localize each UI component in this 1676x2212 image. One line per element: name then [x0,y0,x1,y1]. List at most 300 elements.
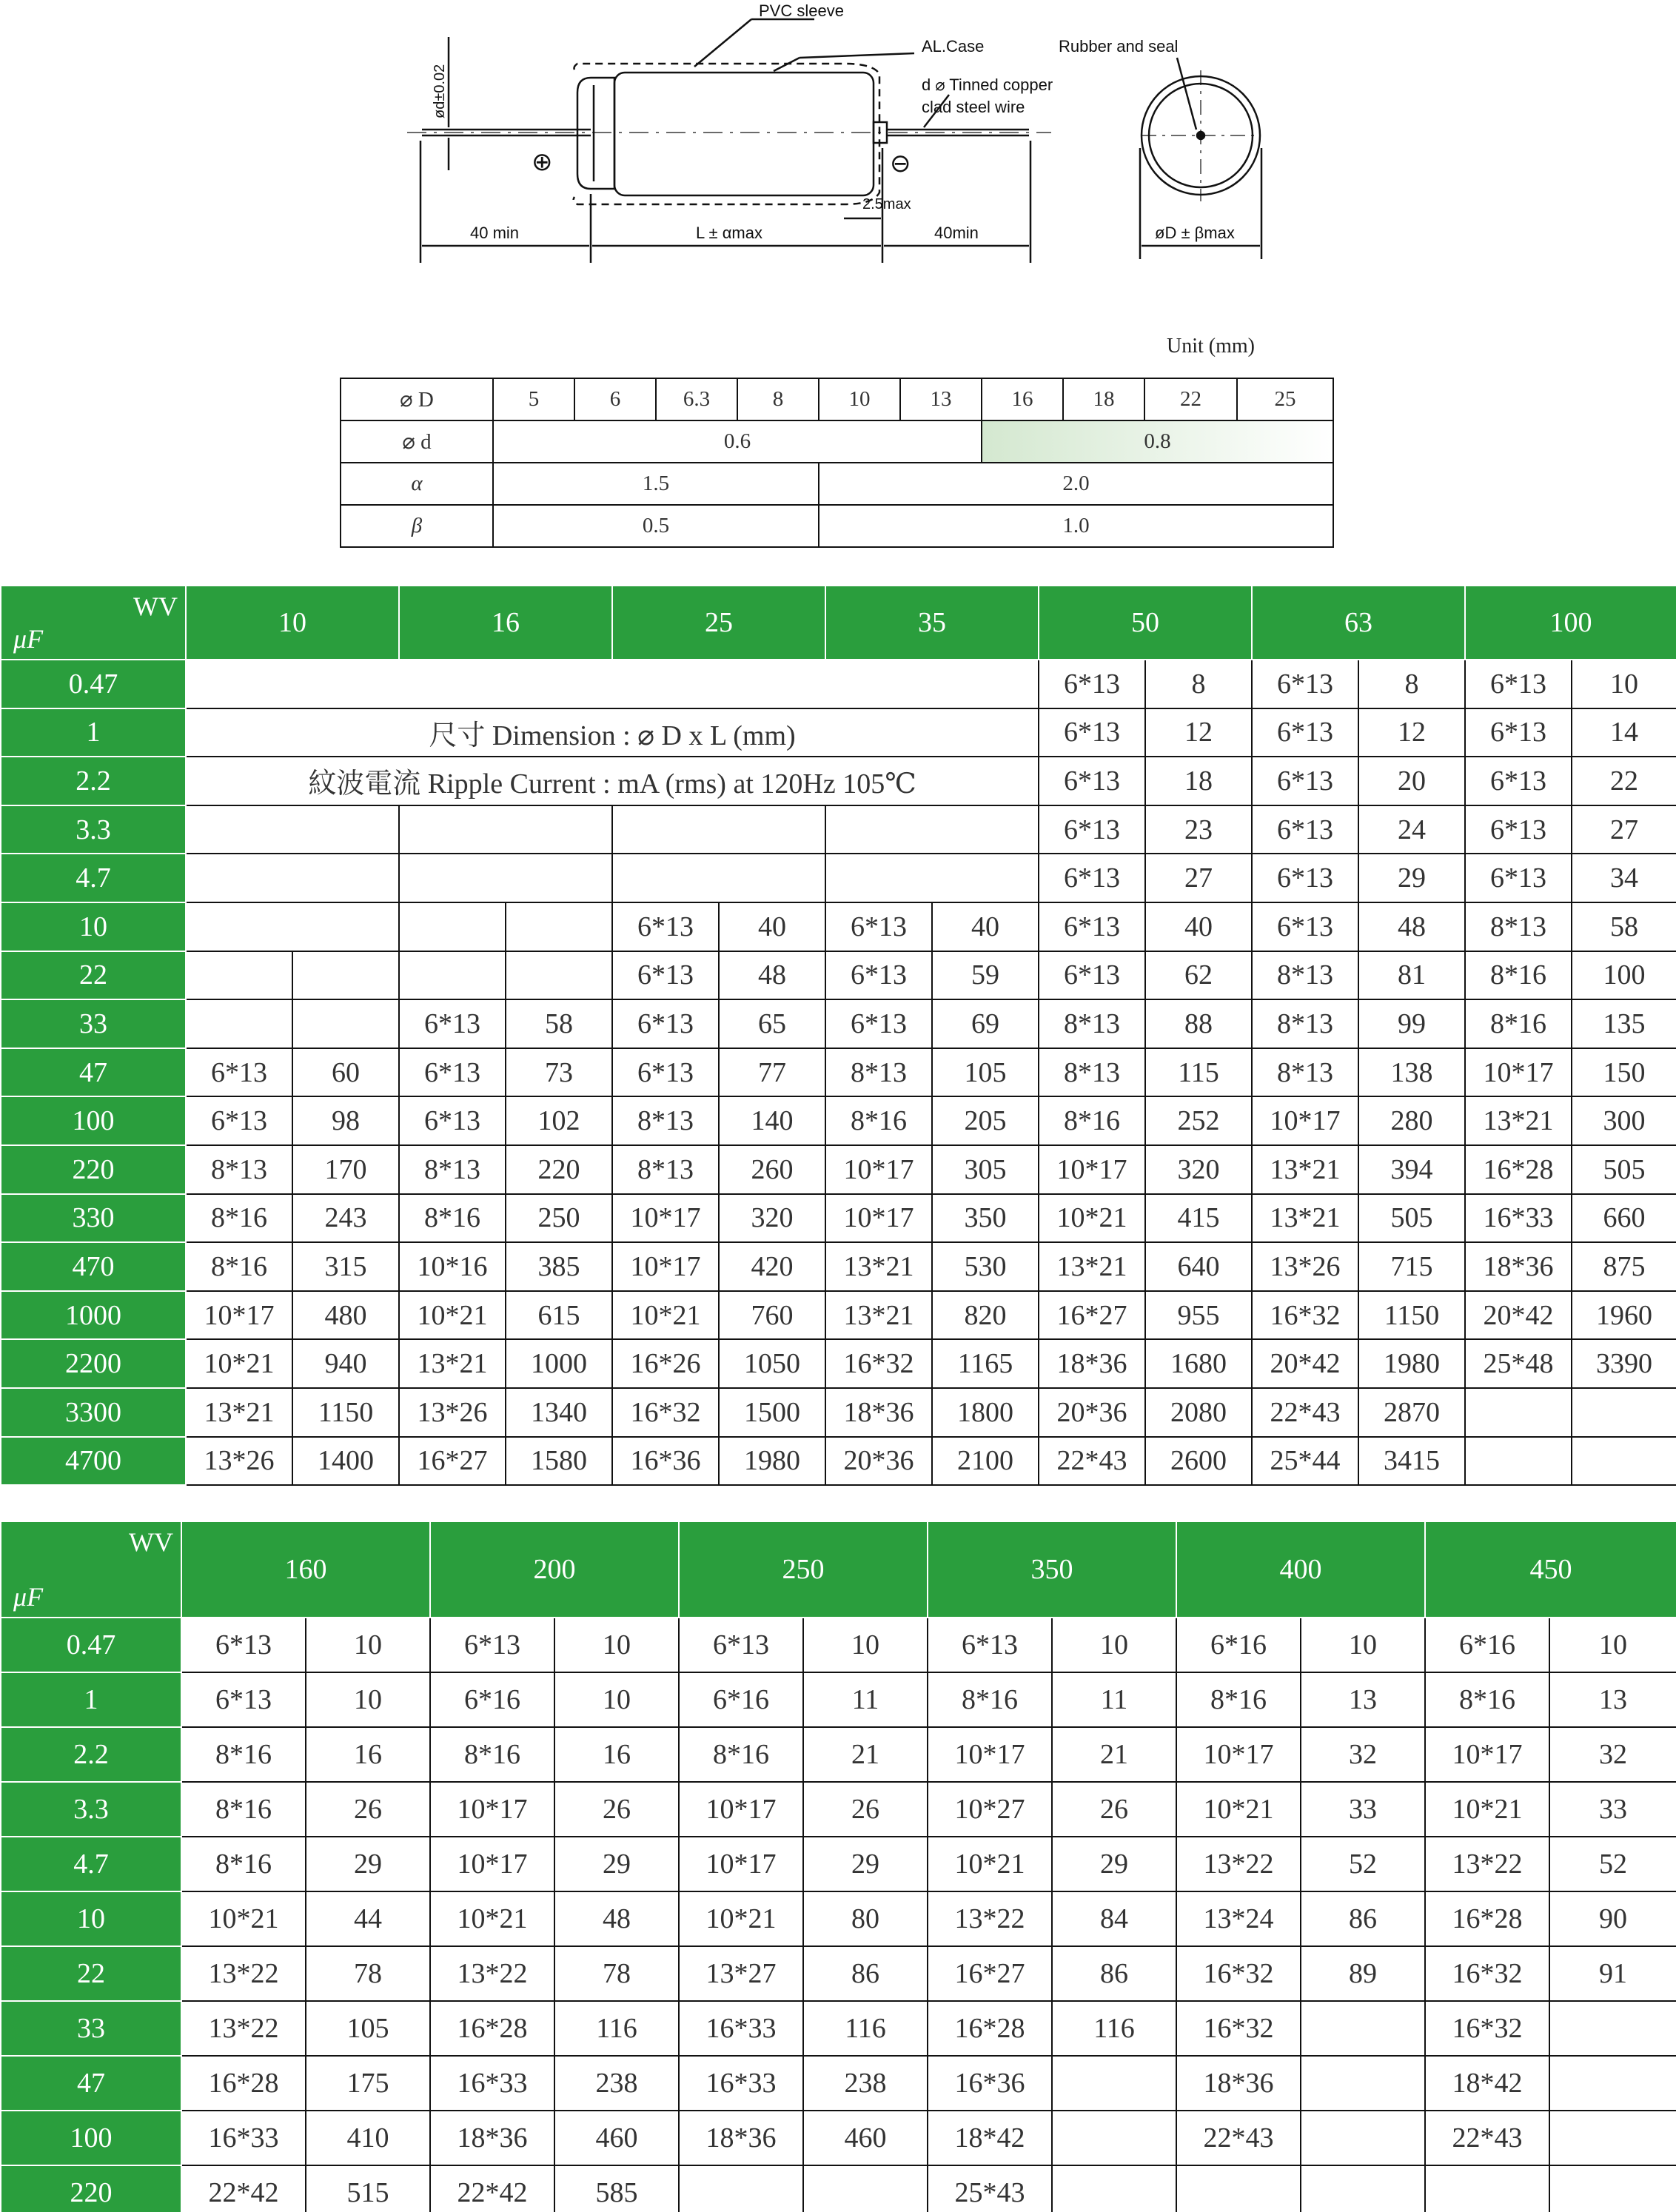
table-cell: 3390 [1572,1339,1676,1388]
table-cell: 530 [932,1242,1039,1291]
table-cell: 69 [932,999,1039,1048]
table-cell: 252 [1145,1096,1252,1145]
table-cell: 10*17 [1176,1727,1301,1782]
table-cell [1549,2165,1676,2212]
table-cell: 16*36 [612,1437,719,1486]
table-cell: 22 [1572,757,1676,805]
table-row [1,1194,1676,1243]
table-cell: 6*13 [825,999,932,1048]
table-cell: 25*43 [928,2165,1052,2212]
lead-table-label: ⌀ D [341,378,493,420]
table-cell: 11 [1052,1672,1176,1727]
table-cell: 52 [1549,1837,1676,1891]
capacitance-label: 3.3 [1,1782,181,1837]
table-cell: 1340 [506,1388,612,1437]
table-cell: 10*21 [928,1837,1052,1891]
table-cell: 10 [1052,1618,1176,1672]
table-cell: 8*13 [1252,951,1358,1000]
lead-table-cell: 6.3 [656,378,737,420]
table-cell: 33 [1549,1782,1676,1837]
uf-label: μF [13,1582,44,1612]
uf-label: μF [13,624,44,654]
table-cell: 21 [1052,1727,1176,1782]
table-cell: 52 [1301,1837,1425,1891]
table-cell: 16*27 [399,1437,506,1486]
table-cell: 10*16 [399,1242,506,1291]
table-cell: 13*21 [399,1339,506,1388]
blank-cell [399,902,506,951]
table-cell: 8*13 [825,1048,932,1097]
table-cell: 18*36 [1465,1242,1572,1291]
table-cell: 238 [554,2056,679,2111]
table-cell: 6*13 [1252,805,1358,854]
table-cell: 26 [306,1782,430,1837]
table-cell: 394 [1358,1145,1465,1194]
table-cell: 65 [719,999,825,1048]
table-cell: 13*24 [1176,1891,1301,1946]
table-cell: 16*36 [928,2056,1052,2111]
table-cell: 16*28 [430,2001,554,2056]
table-cell: 6*13 [399,1048,506,1097]
capacitance-label: 33 [1,999,186,1048]
table-row [1,1837,1676,1891]
lead-wire-label-2: clad steel wire [922,98,1025,116]
table-cell: 10*17 [1465,1048,1572,1097]
table-cell: 505 [1572,1145,1676,1194]
voltage-header: 35 [825,586,1039,660]
table-cell: 8*16 [679,1727,803,1782]
table-cell: 2870 [1358,1388,1465,1437]
capacitance-label: 0.47 [1,1618,181,1672]
voltage-header: 450 [1425,1521,1676,1618]
table-cell: 955 [1145,1291,1252,1340]
capacitance-label: 4.7 [1,854,186,902]
table-cell: 760 [719,1291,825,1340]
table-cell: 16*32 [1425,1946,1549,2001]
table-cell: 62 [1145,951,1252,1000]
voltage-header: 250 [679,1521,928,1618]
table-cell: 23 [1145,805,1252,854]
table-cell: 22*43 [1252,1388,1358,1437]
table-cell: 715 [1358,1242,1465,1291]
capacitance-label: 4.7 [1,1837,181,1891]
table-cell: 16 [554,1727,679,1782]
table-row [1,2056,1676,2111]
table-cell: 10*27 [928,1782,1052,1837]
table-cell: 16*28 [181,2056,306,2111]
voltage-header: 350 [928,1521,1176,1618]
lead-table-cell: 10 [819,378,900,420]
table-cell: 99 [1358,999,1465,1048]
table-cell: 10 [1301,1618,1425,1672]
table-cell: 20 [1358,757,1465,805]
lead-dia-label: ød±0.02 [432,64,448,118]
table-cell: 105 [306,2001,430,2056]
table-cell: 10 [554,1672,679,1727]
table-cell: 10*21 [1039,1194,1145,1243]
table-cell [1052,2165,1176,2212]
blank-cell [506,951,612,1000]
lead-table-cell: 1.5 [493,463,819,505]
table-cell [1301,2111,1425,2165]
table-cell: 102 [506,1096,612,1145]
table-cell: 6*13 [1039,708,1145,757]
capacitance-label: 100 [1,1096,186,1145]
rating-table-header [1,1521,1676,1618]
table-row [1,757,1676,805]
wv-label: WV [133,591,178,621]
table-cell: 16*33 [679,2056,803,2111]
table-cell: 8*16 [825,1096,932,1145]
voltage-header: 50 [1039,586,1252,660]
table-cell: 6*13 [679,1618,803,1672]
table-cell: 505 [1358,1194,1465,1243]
table-cell: 16*33 [679,2001,803,2056]
table-cell: 410 [306,2111,430,2165]
table-cell: 1580 [506,1437,612,1486]
table-cell: 8*13 [399,1145,506,1194]
table-cell: 8*16 [181,1727,306,1782]
table-cell [1549,2001,1676,2056]
lead-table-cell: 25 [1237,378,1333,420]
table-cell: 12 [1358,708,1465,757]
table-cell: 10*21 [181,1891,306,1946]
table-cell: 6*13 [612,951,719,1000]
table-cell: 6*13 [928,1618,1052,1672]
table-cell: 350 [932,1194,1039,1243]
table-cell: 16*32 [825,1339,932,1388]
table-cell: 6*13 [1039,805,1145,854]
table-corner-header [1,586,186,660]
table-cell [1301,2165,1425,2212]
table-cell: 6*13 [1252,757,1358,805]
table-cell: 460 [803,2111,928,2165]
table-cell: 13*22 [1425,1837,1549,1891]
table-cell: 34 [1572,854,1676,902]
table-cell: 6*13 [612,999,719,1048]
table-cell: 10*17 [430,1782,554,1837]
table-cell: 105 [932,1048,1039,1097]
table-row [1,2111,1676,2165]
voltage-header: 16 [399,586,612,660]
table-cell: 875 [1572,1242,1676,1291]
table-cell: 16*28 [1425,1891,1549,1946]
table-cell: 13 [1301,1672,1425,1727]
table-cell: 1050 [719,1339,825,1388]
table-cell: 116 [1052,2001,1176,2056]
table-cell: 59 [932,951,1039,1000]
table-cell: 33 [1301,1782,1425,1837]
rating-table-low-voltage [0,585,1676,1486]
table-cell: 320 [1145,1145,1252,1194]
table-cell: 6*13 [399,999,506,1048]
table-cell: 6*13 [1039,854,1145,902]
ripple-current-note: 紋波電流 Ripple Current : mA (rms) at 120Hz 105℃ [186,757,1039,805]
capacitance-label: 0.47 [1,660,186,708]
table-cell: 6*13 [1465,854,1572,902]
table-cell: 385 [506,1242,612,1291]
table-cell [1572,1437,1676,1486]
lead-table-row-beta [341,505,1333,547]
table-cell: 22*43 [1425,2111,1549,2165]
table-cell: 10*21 [679,1891,803,1946]
table-cell: 16*33 [181,2111,306,2165]
table-row [1,1672,1676,1727]
table-cell: 10*17 [825,1145,932,1194]
table-cell: 135 [1572,999,1676,1048]
table-cell: 16*33 [1465,1194,1572,1243]
table-cell: 27 [1145,854,1252,902]
table-cell: 6*13 [1039,951,1145,1000]
table-cell: 6*13 [825,902,932,951]
table-cell: 8*13 [1465,902,1572,951]
table-cell: 81 [1358,951,1465,1000]
table-cell: 60 [292,1048,399,1097]
table-cell: 48 [719,951,825,1000]
capacitance-label: 1000 [1,1291,186,1340]
table-row [1,805,1676,854]
table-row [1,1946,1676,2001]
voltage-header: 400 [1176,1521,1425,1618]
capacitance-label: 220 [1,2165,181,2212]
table-cell: 3415 [1358,1437,1465,1486]
table-cell: 48 [1358,902,1465,951]
table-cell: 6*13 [1465,757,1572,805]
table-cell [1549,2111,1676,2165]
table-cell: 29 [1052,1837,1176,1891]
table-cell: 100 [1572,951,1676,1000]
table-row [1,1388,1676,1437]
table-cell: 22*43 [1176,2111,1301,2165]
table-cell: 1680 [1145,1339,1252,1388]
table-cell: 13*21 [1465,1096,1572,1145]
table-cell: 8*13 [612,1145,719,1194]
table-cell: 8*16 [1465,999,1572,1048]
table-cell: 8*16 [928,1672,1052,1727]
blank-cell [186,854,399,902]
table-cell: 6*13 [612,1048,719,1097]
table-cell: 58 [506,999,612,1048]
table-cell: 6*16 [1176,1618,1301,1672]
table-cell: 6*13 [186,1096,292,1145]
rating-table-high-voltage [0,1521,1676,2212]
table-cell: 10 [803,1618,928,1672]
table-cell: 260 [719,1145,825,1194]
rating-table-header [1,586,1676,660]
capacitance-label: 4700 [1,1437,186,1486]
table-cell: 48 [554,1891,679,1946]
table-cell: 78 [554,1946,679,2001]
table-cell: 6*13 [1252,660,1358,708]
table-cell: 660 [1572,1194,1676,1243]
table-cell: 18*36 [430,2111,554,2165]
table-cell: 16*32 [1176,1946,1301,2001]
table-cell: 10*21 [186,1339,292,1388]
table-cell [803,2165,928,2212]
table-cell: 10*17 [1039,1145,1145,1194]
lead-dimension-table [340,378,1334,548]
table-cell: 18*42 [928,2111,1052,2165]
lead-table-cell: 1.0 [819,505,1333,547]
table-row [1,999,1676,1048]
table-cell: 58 [1572,902,1676,951]
voltage-header: 25 [612,586,825,660]
table-cell: 10 [1572,660,1676,708]
table-cell: 10*17 [430,1837,554,1891]
table-cell: 16*27 [928,1946,1052,2001]
lead-table-label: β [341,505,493,547]
table-cell: 16*32 [1176,2001,1301,2056]
table-cell: 16 [306,1727,430,1782]
blank-cell [825,854,1039,902]
table-cell: 305 [932,1145,1039,1194]
table-row [1,1618,1676,1672]
table-cell: 86 [803,1946,928,2001]
table-cell: 29 [554,1837,679,1891]
table-cell: 84 [1052,1891,1176,1946]
table-cell: 29 [803,1837,928,1891]
lead-table-row-d [341,420,1333,463]
table-cell: 1150 [1358,1291,1465,1340]
table-corner-header [1,1521,181,1618]
table-cell: 25*48 [1465,1339,1572,1388]
table-cell: 8*13 [1039,1048,1145,1097]
table-cell: 116 [554,2001,679,2056]
table-cell: 16*26 [612,1339,719,1388]
table-cell: 6*13 [1252,902,1358,951]
table-cell: 13*26 [399,1388,506,1437]
table-cell [1301,2056,1425,2111]
table-cell: 13*22 [181,1946,306,2001]
blank-cell [292,951,399,1000]
lead-table-row-D [341,378,1333,420]
table-cell: 8*13 [1252,1048,1358,1097]
table-cell: 18*36 [1176,2056,1301,2111]
table-row [1,708,1676,757]
table-cell: 6*13 [612,902,719,951]
table-cell [1052,2111,1176,2165]
table-cell: 10*17 [825,1194,932,1243]
table-row [1,660,1676,708]
lead-table-cell: 18 [1063,378,1144,420]
table-cell: 20*42 [1465,1291,1572,1340]
table-cell: 205 [932,1096,1039,1145]
capacitance-label: 22 [1,1946,181,2001]
blank-cell [612,805,825,854]
capacitance-label: 220 [1,1145,186,1194]
table-cell: 8*16 [181,1837,306,1891]
table-cell [1549,2056,1676,2111]
capacitor-dimension-drawing [400,0,1288,274]
table-cell: 16*32 [1252,1291,1358,1340]
lead-table-cell: 8 [737,378,819,420]
voltage-header: 100 [1465,586,1676,660]
capacitance-label: 47 [1,1048,186,1097]
table-cell: 6*13 [1039,902,1145,951]
table-cell: 13*22 [928,1891,1052,1946]
table-cell: 20*36 [1039,1388,1145,1437]
table-cell: 10*17 [612,1194,719,1243]
table-cell: 115 [1145,1048,1252,1097]
table-cell: 16*27 [1039,1291,1145,1340]
capacitance-label: 10 [1,1891,181,1946]
table-cell: 13*26 [1252,1242,1358,1291]
capacitance-label: 10 [1,902,186,951]
table-cell: 615 [506,1291,612,1340]
table-cell: 8*13 [612,1096,719,1145]
table-row [1,1727,1676,1782]
table-cell: 6*16 [679,1672,803,1727]
table-cell: 1400 [292,1437,399,1486]
table-cell [1425,2165,1549,2212]
table-cell: 243 [292,1194,399,1243]
table-cell: 8*16 [1039,1096,1145,1145]
capacitance-label: 3.3 [1,805,186,854]
table-cell: 8 [1358,660,1465,708]
table-cell: 10*17 [679,1782,803,1837]
table-cell: 6*13 [1465,708,1572,757]
table-cell: 13*22 [181,2001,306,2056]
capacitance-label: 33 [1,2001,181,2056]
table-cell: 6*13 [430,1618,554,1672]
capacitance-label: 1 [1,708,186,757]
table-cell: 460 [554,2111,679,2165]
table-cell: 2080 [1145,1388,1252,1437]
table-row [1,1782,1676,1837]
table-cell: 10*21 [1425,1782,1549,1837]
table-cell: 18*36 [825,1388,932,1437]
blank-cell [399,854,612,902]
table-cell: 10 [306,1618,430,1672]
right-lead-length-label: 40min [934,224,979,242]
table-cell: 480 [292,1291,399,1340]
table-cell: 10 [306,1672,430,1727]
table-cell: 18*36 [679,2111,803,2165]
table-cell: 1000 [506,1339,612,1388]
table-cell: 44 [306,1891,430,1946]
table-cell: 26 [1052,1782,1176,1837]
table-cell: 6*13 [1465,805,1572,854]
table-cell: 29 [1358,854,1465,902]
table-cell [1572,1388,1676,1437]
blank-cell [399,951,506,1000]
table-cell: 415 [1145,1194,1252,1243]
table-cell: 6*13 [1252,708,1358,757]
capacitance-label: 470 [1,1242,186,1291]
table-cell: 8 [1145,660,1252,708]
table-cell: 10 [1549,1618,1676,1672]
table-cell: 13*21 [825,1242,932,1291]
table-cell: 88 [1145,999,1252,1048]
table-cell: 90 [1549,1891,1676,1946]
lead-table-cell: 6 [574,378,656,420]
table-cell: 320 [719,1194,825,1243]
table-cell: 2600 [1145,1437,1252,1486]
table-row [1,2001,1676,2056]
table-cell: 140 [719,1096,825,1145]
capacitance-label: 100 [1,2111,181,2165]
table-cell: 6*13 [399,1096,506,1145]
table-cell: 6*13 [1465,660,1572,708]
table-cell: 6*16 [430,1672,554,1727]
table-cell: 1960 [1572,1291,1676,1340]
table-cell: 420 [719,1242,825,1291]
table-cell: 11 [803,1672,928,1727]
blank-cell [506,902,612,951]
lead-table-label: α [341,463,493,505]
table-cell: 640 [1145,1242,1252,1291]
dimension-note: 尺寸 Dimension : ⌀ D x L (mm) [186,708,1039,757]
